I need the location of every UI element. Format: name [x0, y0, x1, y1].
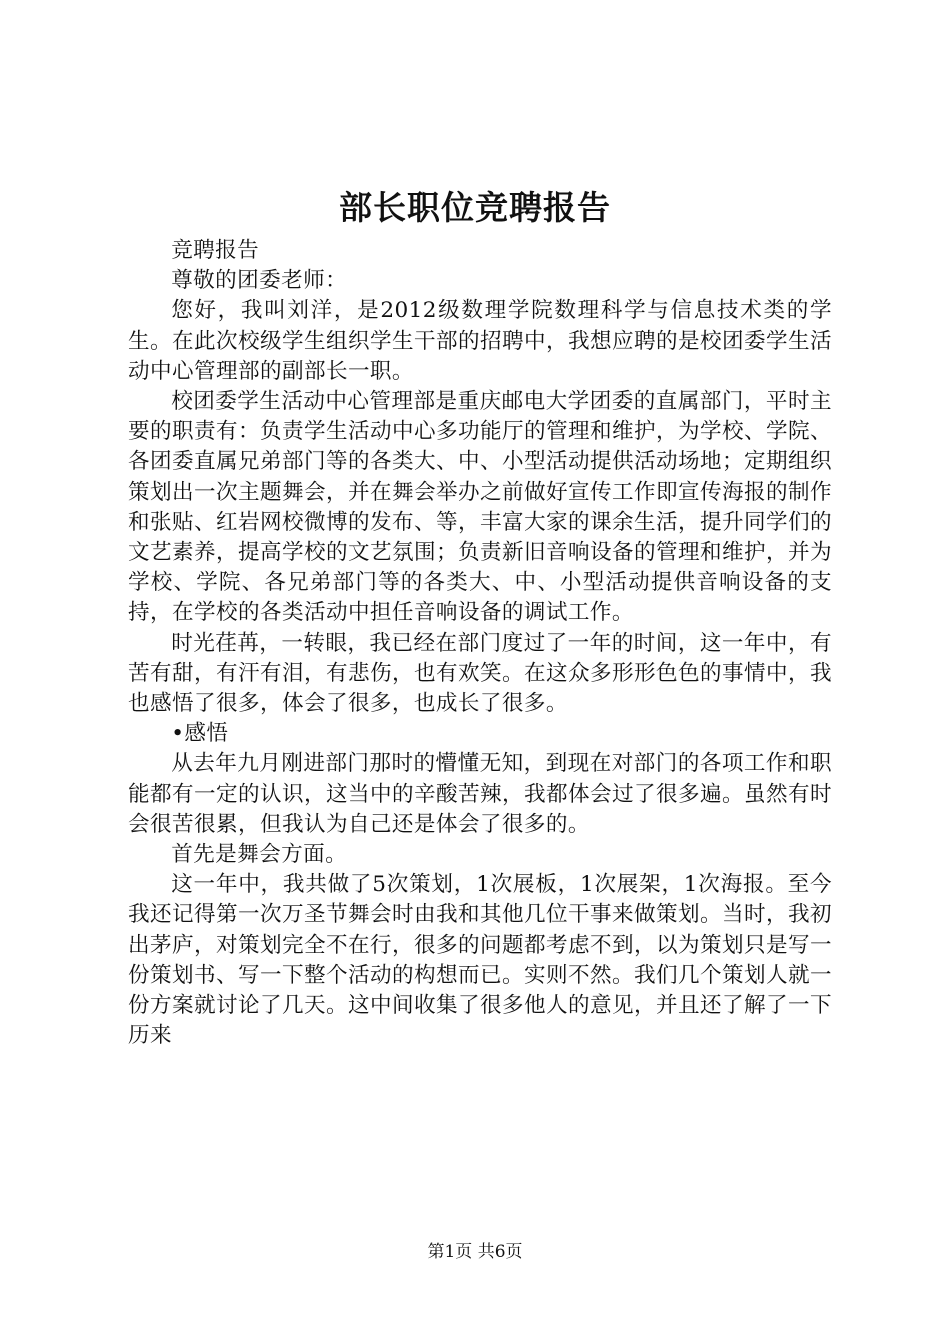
paragraph-year-review: 时光荏苒，一转眼，我已经在部门度过了一年的时间，这一年中，有苦有甜，有汗有泪，有悲伤，也有欢笑。在这众多形形色色的事情中，我也感悟了很多，体会了很多，也成长了很多。 — [128, 630, 832, 717]
page-title: 部长职位竞聘报告 — [339, 188, 611, 227]
document-body — [128, 236, 832, 1051]
paragraph-introduction: 您好，我叫刘洋，是2012级数理学院数理科学与信息技术类的学生。在此次校级学生组织学生干部的招聘中，我想应聘的是校团委学生活动中心管理部的副部长一职。 — [128, 298, 832, 384]
paragraph-heading: 竞聘报告 — [171, 238, 260, 263]
paragraph-dance-intro: 首先是舞会方面。 — [171, 842, 348, 868]
paragraph-growth: 从去年九月刚进部门那时的懵懂无知，到现在对部门的各项工作和职能都有一定的认识，这当中的辛酸苦辣，我都体会过了很多遍。虽然有时会很苦很累，但我认为自己还是体会了很多的。 — [128, 751, 832, 837]
paragraph-salutation: 尊敬的团委老师： — [171, 268, 348, 294]
paragraph-planning-experience: 这一年中，我共做了5次策划，1次展板，1次展架，1次海报。至今我还记得第一次万圣节舞会时由我和其他几位干事来做策划。当时，我初出茅庐，对策划完全不在行，很多的问题都考虑不到，以为策划只是写一份策划书、写一下整个活动的构想而已。实则不然。我们几个策划人就一份方案就讨论了几天。这中间收集了很多他人的意见，并且还了解了一下历来 — [128, 872, 832, 1049]
paragraph-department-duties: 校团委学生活动中心管理部是重庆邮电大学团委的直属部门，平时主要的职责有：负责学生活动中心多功能厅的管理和维护，为学校、学院、各团委直属兄弟部门等的各类大、中、小型活动提供活动场地；定期组织策划出一次主题舞会，并在舞会举办之前做好宣传工作即宣传海报的制作和张贴、红岩网校微博的发布、等，丰富大家的课余生活，提升同学们的文艺素养，提高学校的文艺氛围；负责新旧音响设备的管理和维护，并为学校、学院、各兄弟部门等的各类大、中、小型活动提供音响设备的支持，在学校的各类活动中担任音响设备的调试工作。 — [128, 389, 832, 626]
page-number-footer: 第1页 共6页 — [427, 1242, 523, 1262]
paragraph-section-reflection: •感悟 — [171, 721, 229, 747]
